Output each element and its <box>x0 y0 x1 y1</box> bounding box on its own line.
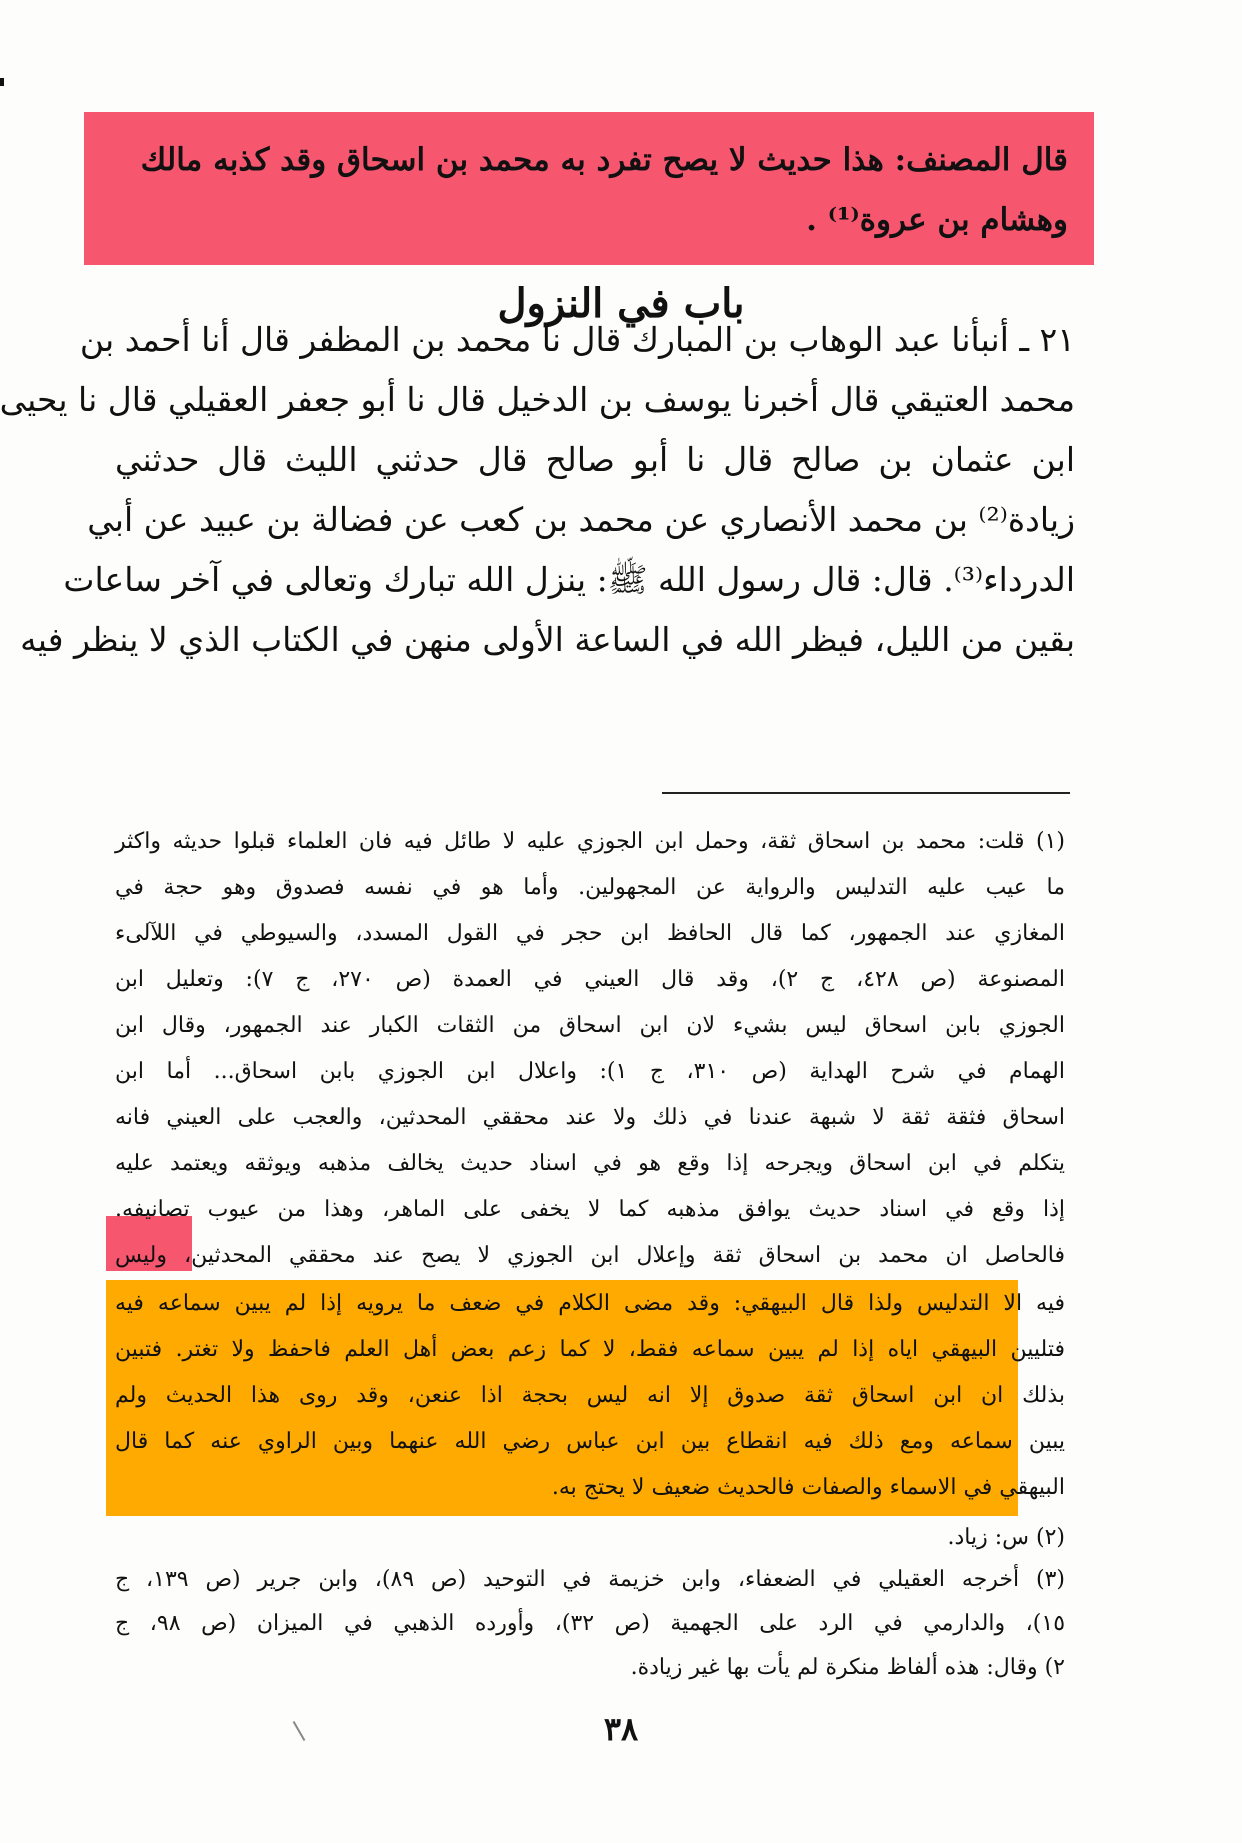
hadith-line: زيادة⁽²⁾ بن محمد الأنصاري عن محمد بن كعب عن فضالة بن عبيد عن أبي <box>87 500 1075 539</box>
footnote-line: إذا وقع في اسناد حديث يوافق مذهبه كما لا يخفى على الماهر، وهذا من عيوب تصانيفه. <box>115 1197 1065 1222</box>
footnote-separator <box>662 792 1070 794</box>
footnote-line: ١٥)، والدارمي في الرد على الجهمية (ص ٣٢)، وأورده الذهبي في الميزان (ص ٩٨، ج <box>115 1611 1066 1636</box>
hadith-line: بقين من الليل، فيظر الله في الساعة الأولى منهن في الكتاب الذي لا ينظر فيه <box>20 620 1075 659</box>
footnote-line: يبين سماعه ومع ذلك فيه انقطاع بين ابن عباس رضي الله عنهما وبين الراوي عنه كما قال <box>115 1429 1065 1454</box>
author-comment-line-1: قال المصنف: هذا حديث لا يصح تفرد به محمد بن اسحاق وقد كذبه مالك <box>140 142 1068 178</box>
hadith-line: ٢١ ـ أنبأنا عبد الوهاب بن المبارك قال نا محمد بن المظفر قال أنا أحمد بن <box>79 320 1075 359</box>
author-comment-line-2: وهشام بن عروة⁽¹⁾ . <box>806 202 1068 238</box>
footnote-line: البيهقي في الاسماء والصفات فالحديث ضعيف لا يحتج به. <box>551 1475 1065 1500</box>
footnote-line: المغازي عند الجمهور، كما قال الحافظ ابن حجر في القول المسدد، والسيوطي في اللآلىء <box>115 921 1065 946</box>
footnote-line: فيه الا التدليس ولذا قال البيهقي: وقد مضى الكلام في ضعف ما يرويه إذا لم يبين سماعه فيه <box>115 1291 1065 1316</box>
footnote-line: بذلك ان ابن اسحاق ثقة صدوق إلا انه ليس بحجة اذا عنعن، وقد روى هذا الحديث ولم <box>115 1383 1065 1408</box>
footnote-line: ٢) وقال: هذه ألفاظ منكرة لم يأت بها غير زيادة. <box>630 1655 1065 1680</box>
red-highlight-box <box>84 112 1094 265</box>
footnote-line: فتليين البيهقي اياه إذا لم يبين سماعه فقط، لا كما زعم بعض أهل العلم فاحفظ ولا تغتر. فتبين <box>115 1337 1065 1362</box>
footnote-line: (٢) س: زياد. <box>947 1525 1065 1550</box>
hadith-line: ابن عثمان بن صالح قال نا أبو صالح قال حدثني الليث قال حدثني <box>115 440 1075 479</box>
footnote-line: يتكلم في ابن اسحاق ويجرحه إذا وقع هو في اسناد حديث يخالف مذهبه ويوثقه ويعتمد عليه <box>115 1151 1065 1176</box>
footnote-line: ما عيب عليه التدليس والرواية عن المجهولين. وأما هو في نفسه فصدوق وهو حجة في <box>115 875 1065 900</box>
footnote-line: اسحاق فثقة ثقة لا شبهة عندنا في ذلك ولا عند محققي المحدثين، والعجب على العيني فانه <box>115 1105 1065 1130</box>
footnote-line: (١) قلت: محمد بن اسحاق ثقة، وحمل ابن الجوزي عليه لا طائل فيه فان العلماء قبلوا حديثه واكثر <box>115 829 1065 854</box>
footnote-line: فالحاصل ان محمد بن اسحاق ثقة وإعلال ابن الجوزي لا يصح عند محققي المحدثين، وليس <box>115 1243 1065 1268</box>
footnote-line: المصنوعة (ص ٤٢٨، ج ٢)، وقد قال العيني في العمدة (ص ٢٧٠، ج ٧): وتعليل ابن <box>115 967 1065 992</box>
page-number: ٣٨ <box>603 1710 639 1748</box>
footnote-line: الهمام في شرح الهداية (ص ٣١٠، ج ١): واعلال ابن الجوزي بابن اسحاق... أما ابن <box>115 1059 1065 1084</box>
footnote-line: الجوزي بابن اسحاق ليس بشيء لان ابن اسحاق من الثقات الكبار عند الجمهور، وقال ابن <box>115 1013 1065 1038</box>
hadith-line: محمد العتيقي قال أخبرنا يوسف بن الدخيل قال نا أبو جعفر العقيلي قال نا يحيى <box>0 380 1075 419</box>
footnote-line: (٣) أخرجه العقيلي في الضعفاء، وابن خزيمة في التوحيد (ص ٨٩)، وابن جرير (ص ١٣٩، ج <box>115 1567 1065 1592</box>
chapter-title: باب في النزول <box>497 280 745 327</box>
scan-mark <box>0 78 4 86</box>
hadith-line: الدرداء⁽³⁾. قال: قال رسول الله ﷺ: ينزل الله تبارك وتعالى في آخر ساعات <box>63 560 1075 599</box>
